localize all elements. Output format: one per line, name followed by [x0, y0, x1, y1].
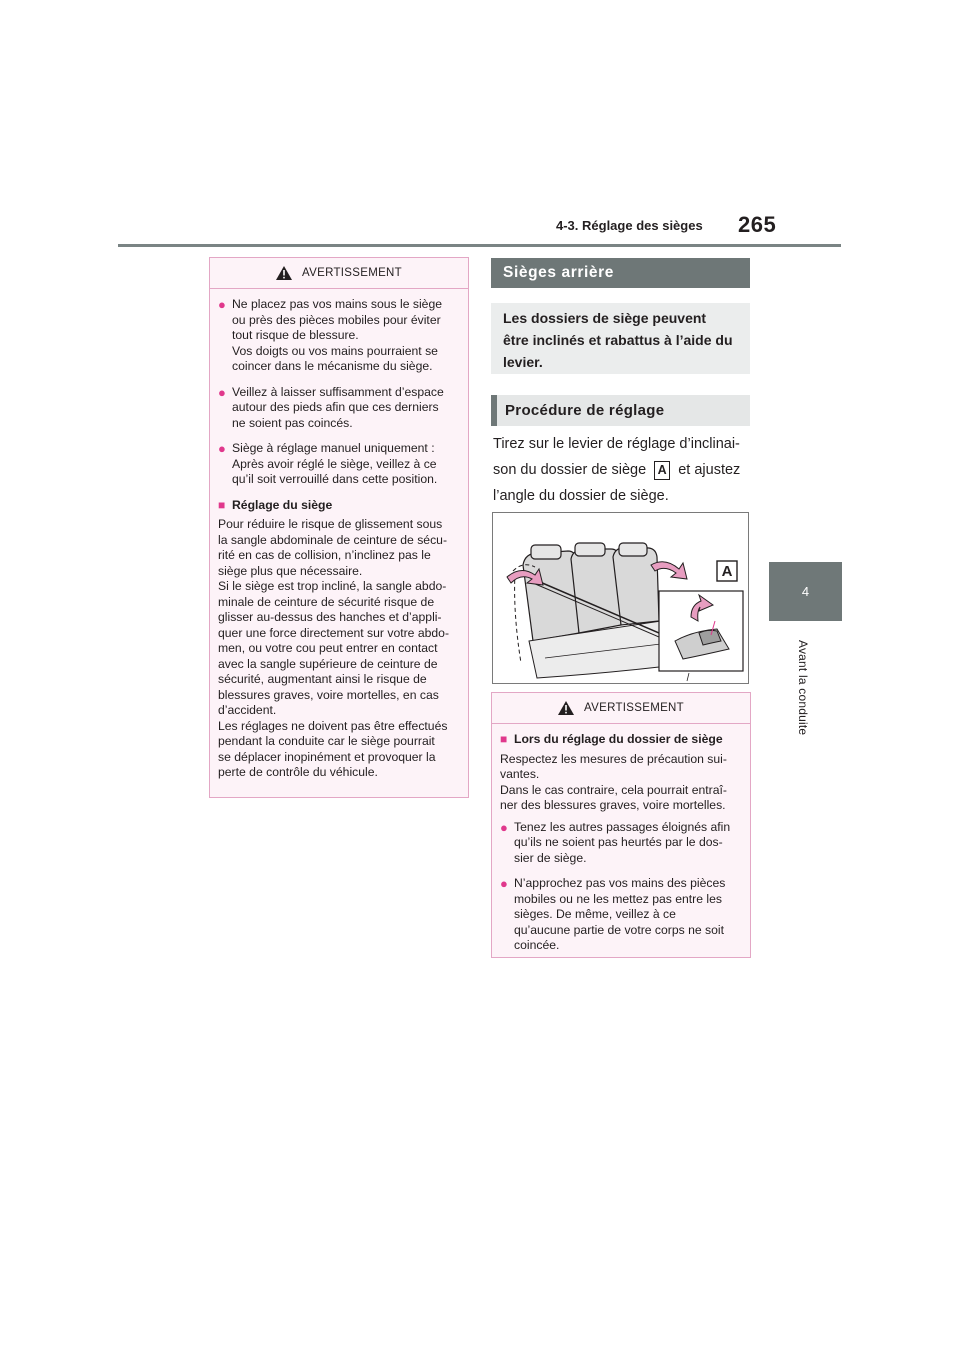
chapter-label: Avant la conduite — [796, 640, 810, 736]
square-bullet-icon: ■ — [218, 497, 226, 512]
bullet-text: N’approchez pas vos mains des pièces mobiles ou ne les mettez pas entre les sièges. De même, veillez à ce qu’aucune partie de votre corps ne soit coincée. — [514, 876, 726, 952]
procedure-line-2b: et ajustez — [678, 462, 741, 478]
warning-bullet — [218, 441, 460, 488]
bullet-dot-icon: ● — [218, 441, 226, 456]
bullet-text: Ne placez pas vos mains sous le siège ou près des pièces mobiles pour éviter tout risque de blessure. Vos doigts ou vos mains pourraient se coincer dans le mécanisme du siège. — [232, 297, 443, 373]
illustration-label-a: A — [721, 563, 733, 580]
warning-paragraph: Pour réduire le risque de glissement sous la sangle abdominale de ceinture de sécu- rité en cas de collision, n’inclinez pas le siège plus que nécessaire. Si le siège est trop incliné, la sangle abdo- minale de ceinture de sécurité risque de glisser au-dessus des hanches et d’appli- quer une force directement sur votre abdo- men, ou votre cou peut entrer en contact avec la sangle supérieure de ceinture de sécurité, augmentant ainsi le risque de blessures graves, voire mortelles, en cas d’accident. Les réglages ne doivent pas être effectués pendant la conduite car le siège pourrait se déplacer inopinément et provoquer la perte de contrôle du véhicule. — [218, 517, 450, 779]
subheading-text: Lors du réglage du dossier de siège — [514, 732, 723, 746]
warning-title: AVERTISSEMENT — [584, 702, 684, 714]
warning-header — [210, 258, 468, 289]
lead-box: Les dossiers de siège peuvent être inclinés et rabattus à l’aide du levier. — [491, 303, 750, 374]
warning-box-right — [491, 692, 751, 958]
bullet-dot-icon: ● — [218, 297, 226, 312]
warning-title: AVERTISSEMENT — [302, 267, 402, 279]
bullet-text: Veillez à laisser suffisamment d’espace autour des pieds afin que ces derniers ne soient pas coincés. — [232, 384, 444, 430]
page-number: 265 — [738, 212, 777, 237]
bullet-dot-icon: ● — [500, 819, 508, 835]
warning-bullet — [500, 876, 742, 954]
rear-seat-drawing — [493, 513, 748, 683]
bullet-text: Siège à réglage manuel uniquement : Après avoir réglé le siège, veillez à ce qu’il soit verrouillé dans cette position. — [232, 441, 438, 486]
warning-triangle-icon — [558, 701, 574, 715]
callout-badge-a: A — [654, 461, 670, 480]
warning-bullet — [500, 820, 742, 867]
warning-body — [210, 289, 468, 793]
header-rule — [118, 244, 841, 247]
procedure-heading: Procédure de réglage — [491, 395, 750, 426]
procedure-line-1: Tirez sur le levier de réglage d’inclinai- — [493, 436, 740, 452]
square-bullet-icon: ■ — [500, 732, 508, 746]
procedure-line-3: l’angle du dossier de siège. — [493, 488, 669, 504]
subheading-text: Réglage du siège — [232, 497, 333, 512]
warning-subheading — [500, 732, 742, 748]
warning-header — [492, 693, 750, 724]
bullet-dot-icon: ● — [500, 876, 508, 891]
procedure-text — [493, 431, 753, 509]
chapter-tab: 4 — [769, 562, 842, 621]
bullet-dot-icon: ● — [218, 384, 226, 400]
warning-paragraph: Respectez les mesures de précaution sui- vantes. Dans le cas contraire, cela pourrait entraî- ner des blessures graves, voire mortelles. — [500, 751, 727, 812]
warning-subheading — [218, 498, 460, 514]
section-heading: Sièges arrière — [491, 258, 750, 288]
procedure-line-2: son du dossier de siège — [493, 462, 647, 478]
warning-bullet — [218, 297, 460, 375]
section-title: 4-3. Réglage des sièges — [556, 218, 703, 233]
bullet-text: Tenez les autres passages éloignés afin qu’ils ne soient pas heurtés par le dos- sier de siège. — [514, 819, 731, 865]
warning-bullet — [218, 385, 460, 432]
rear-seat-illustration — [492, 512, 749, 684]
warning-triangle-icon — [276, 266, 292, 280]
warning-body — [492, 724, 750, 970]
warning-box-left — [209, 257, 469, 798]
